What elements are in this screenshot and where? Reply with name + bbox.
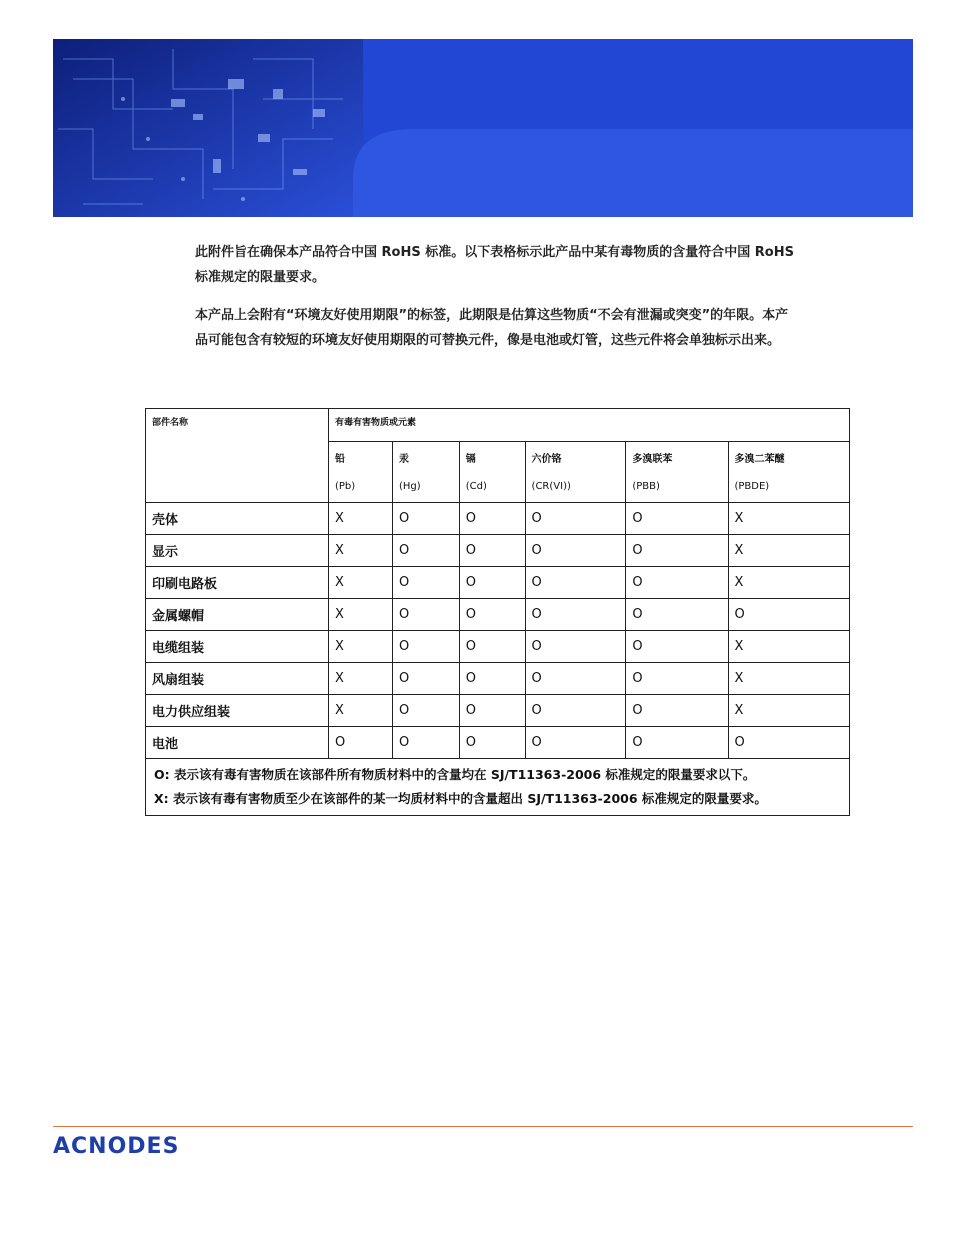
table-row bbox=[146, 631, 850, 663]
compliance-cell: O bbox=[626, 567, 728, 599]
compliance-cell: O bbox=[459, 663, 525, 695]
compliance-cell: X bbox=[728, 663, 850, 695]
intro-paragraph-1: 此附件旨在确保本产品符合中国 RoHS 标准。以下表格标示此产品中某有毒物质的含量符合中国 RoHS 标准规定的限量要求。 bbox=[195, 245, 794, 285]
compliance-cell: O bbox=[626, 503, 728, 535]
compliance-cell: X bbox=[329, 663, 393, 695]
notes-row bbox=[146, 759, 850, 816]
note-o: O: 表示该有毒有害物质在该部件所有物质材料中的含量均在 SJ/T11363-2006 标准规定的限量要求以下。 bbox=[154, 767, 756, 782]
acnodes-logo: ACNODES bbox=[53, 1133, 180, 1159]
compliance-cell: O bbox=[525, 503, 626, 535]
compliance-cell: O bbox=[626, 695, 728, 727]
substance-header: 有毒有害物质或元素 bbox=[329, 409, 850, 442]
compliance-cell: X bbox=[728, 567, 850, 599]
compliance-cell: O bbox=[525, 535, 626, 567]
compliance-cell: X bbox=[329, 695, 393, 727]
part-name-cell: 电池 bbox=[146, 727, 329, 759]
compliance-cell: O bbox=[392, 663, 459, 695]
compliance-cell: O bbox=[459, 695, 525, 727]
table-row bbox=[146, 567, 850, 599]
compliance-cell: O bbox=[525, 599, 626, 631]
compliance-cell: O bbox=[626, 631, 728, 663]
compliance-cell: X bbox=[329, 535, 393, 567]
table-row bbox=[146, 663, 850, 695]
compliance-cell: O bbox=[626, 663, 728, 695]
table-row bbox=[146, 503, 850, 535]
part-name-cell: 电力供应组装 bbox=[146, 695, 329, 727]
part-name-cell: 壳体 bbox=[146, 503, 329, 535]
table-header-row bbox=[146, 409, 850, 442]
compliance-cell: O bbox=[728, 599, 850, 631]
compliance-cell: O bbox=[392, 567, 459, 599]
compliance-cell: O bbox=[392, 727, 459, 759]
compliance-cell: O bbox=[459, 567, 525, 599]
compliance-cell: X bbox=[329, 631, 393, 663]
compliance-cell: O bbox=[525, 695, 626, 727]
intro-paragraph-2: 本产品上会附有“环境友好使用期限”的标签，此期限是估算这些物质“不会有泄漏或突变”的年限。本产品可能包含有较短的环境友好使用期限的可替换元件，像是电池或灯管，这些元件将会单独标示出来。 bbox=[195, 308, 789, 348]
compliance-cell: O bbox=[329, 727, 393, 759]
circuit-board-image bbox=[53, 39, 913, 217]
table-row bbox=[146, 727, 850, 759]
compliance-cell: O bbox=[525, 567, 626, 599]
table-row bbox=[146, 695, 850, 727]
part-name-cell: 金属螺帽 bbox=[146, 599, 329, 631]
substance-column: 六价铬 (CR(VI)) bbox=[525, 442, 626, 503]
substance-column: 多溴联苯 (PBB) bbox=[626, 442, 728, 503]
table-row bbox=[146, 599, 850, 631]
footer-divider bbox=[53, 1126, 913, 1127]
compliance-cell: O bbox=[392, 503, 459, 535]
compliance-cell: O bbox=[459, 535, 525, 567]
compliance-cell: O bbox=[728, 727, 850, 759]
part-name-cell: 印刷电路板 bbox=[146, 567, 329, 599]
part-name-header: 部件名称 bbox=[146, 409, 329, 503]
part-name-cell: 显示 bbox=[146, 535, 329, 567]
compliance-cell: X bbox=[728, 535, 850, 567]
compliance-cell: O bbox=[392, 695, 459, 727]
notes-cell bbox=[146, 759, 850, 816]
compliance-cell: O bbox=[626, 535, 728, 567]
compliance-cell: X bbox=[728, 631, 850, 663]
compliance-cell: O bbox=[459, 599, 525, 631]
compliance-cell: O bbox=[459, 631, 525, 663]
table-body bbox=[146, 503, 850, 816]
compliance-cell: O bbox=[459, 727, 525, 759]
compliance-cell: X bbox=[728, 503, 850, 535]
compliance-cell: O bbox=[392, 631, 459, 663]
compliance-cell: X bbox=[329, 503, 393, 535]
compliance-cell: O bbox=[392, 535, 459, 567]
substance-column: 镉 (Cd) bbox=[459, 442, 525, 503]
compliance-cell: O bbox=[392, 599, 459, 631]
rohs-table bbox=[145, 408, 850, 816]
compliance-cell: X bbox=[728, 695, 850, 727]
part-name-cell: 电缆组装 bbox=[146, 631, 329, 663]
compliance-cell: O bbox=[525, 631, 626, 663]
compliance-cell: X bbox=[329, 599, 393, 631]
compliance-cell: O bbox=[459, 503, 525, 535]
compliance-cell: O bbox=[525, 727, 626, 759]
intro-text bbox=[195, 240, 795, 366]
compliance-cell: X bbox=[329, 567, 393, 599]
substance-column: 汞 (Hg) bbox=[392, 442, 459, 503]
table-row bbox=[146, 535, 850, 567]
compliance-cell: O bbox=[626, 599, 728, 631]
note-x: X: 表示该有毒有害物质至少在该部件的某一均质材料中的含量超出 SJ/T11363-2006 标准规定的限量要求。 bbox=[154, 791, 767, 806]
substance-column: 多溴二苯醚 (PBDE) bbox=[728, 442, 850, 503]
substance-column: 铅 (Pb) bbox=[329, 442, 393, 503]
header-banner bbox=[53, 39, 913, 217]
compliance-cell: O bbox=[525, 663, 626, 695]
compliance-cell: O bbox=[626, 727, 728, 759]
part-name-cell: 风扇组装 bbox=[146, 663, 329, 695]
